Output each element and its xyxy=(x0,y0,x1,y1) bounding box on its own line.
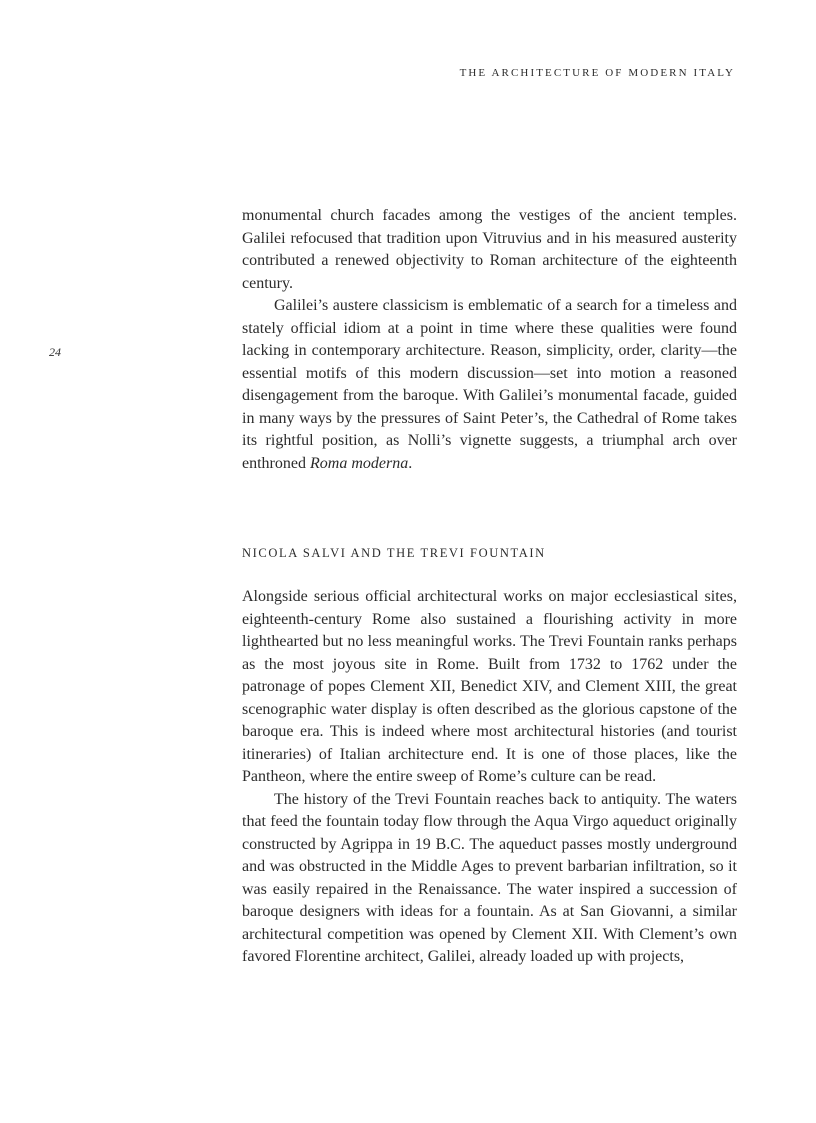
section-body xyxy=(242,586,737,969)
text-column xyxy=(242,205,737,969)
paragraph-2-text: Galilei’s austere classicism is emblematic of a search for a timeless and stately official idiom at a point in time where these qualities were found lacking in contemporary architecture. Reason, simplicity, order, clarity—the essential motifs of this modern discussion—set into motion a reasoned disengagement from the baroque. With Galilei’s monumental facade, guided in many ways by the pressures of Saint Peter’s, the Cathedral of Rome takes its rightful position, as Nolli’s vignette suggests, a triumphal arch over enthroned xyxy=(242,297,737,472)
paragraph-4: The history of the Trevi Fountain reaches back to antiquity. The waters that feed the fountain today flow through the Aqua Virgo aqueduct originally constructed by Agrippa in 19 B.C. The aqueduct passes mostly underground and was obstructed in the Middle Ages to prevent barbarian infiltration, so it was easily repaired in the Renaissance. The water inspired a succession of baroque designers with ideas for a fountain. As at San Giovanni, a similar architectural competition was opened by Clement XII. With Clement’s own favored Florentine architect, Galilei, already loaded up with projects, xyxy=(242,790,737,965)
running-header: THE ARCHITECTURE OF MODERN ITALY xyxy=(459,67,735,79)
section-heading: NICOLA SALVI AND THE TREVI FOUNTAIN xyxy=(242,546,546,560)
italic-title: Roma moderna xyxy=(309,454,409,472)
paragraph-2-end: . xyxy=(408,454,413,472)
paragraph-3: Alongside serious official architectural works on major ecclesiastical sites, eighteenth-century Rome also sustained a flourishing activity in more lighthearted but no less meaningful works. The Trevi Fountain ranks perhaps as the most joyous site in Rome. Built from 1732 to 1762 under the patronage of popes Clement XII, Benedict XIV, and Clement XIII, the great scenographic water display is often described as the glorious capstone of the baroque era. This is indeed where most architectural histories (and tourist itineraries) of Italian architecture end. It is one of those places, like the Pantheon, where the entire sweep of Rome’s culture can be read. xyxy=(242,588,737,785)
paragraph-2 xyxy=(242,295,737,475)
page-number: 24 xyxy=(49,345,61,359)
paragraph-1: monumental church facades among the vestiges of the ancient temples. Galilei refocused that tradition upon Vitruvius and in his measured austerity contributed a renewed objectivity to Roman architecture of the eighteenth century. xyxy=(242,207,737,292)
